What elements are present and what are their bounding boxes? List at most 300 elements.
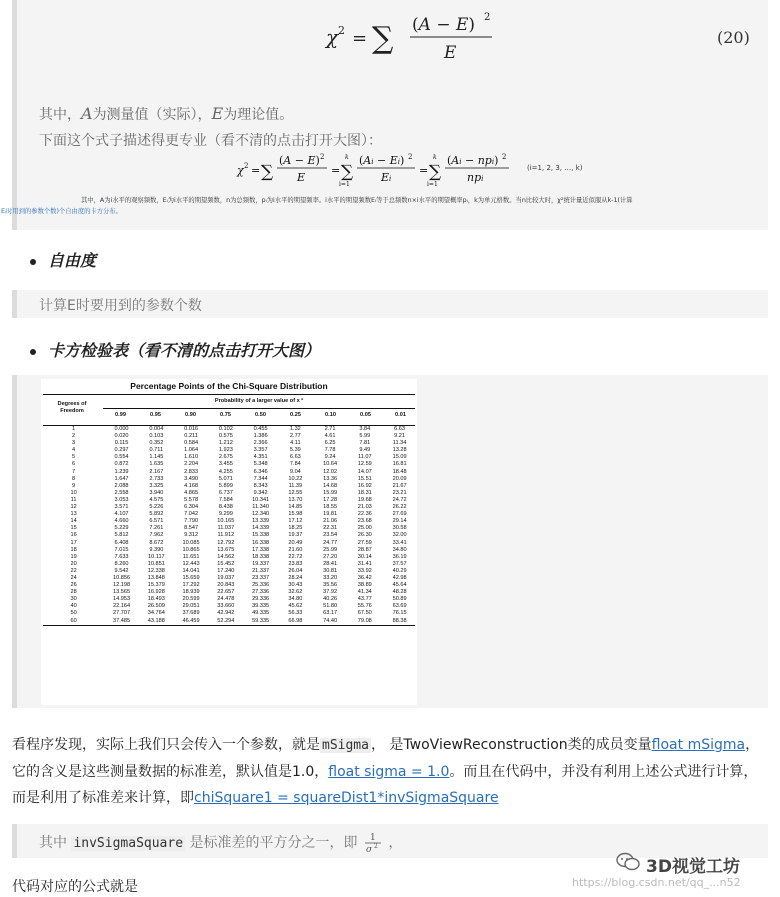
value-cell: 0.004: [149, 426, 164, 432]
value-cell: 11.07: [358, 454, 372, 461]
formula-quote-block: [1, 0, 768, 230]
note-mid: 为测量值（实际），: [92, 107, 212, 123]
value-cell: 12.02: [323, 468, 338, 475]
svg-text:2: 2: [244, 162, 249, 170]
table-row: [43, 554, 417, 561]
value-cell: 12.59: [357, 461, 372, 468]
value-cell: 19.037: [217, 574, 235, 581]
value-cell: 10.64: [323, 461, 338, 468]
value-cell: 45.64: [392, 582, 407, 589]
value-cell: 21.60: [288, 546, 303, 553]
table-row: [43, 589, 417, 596]
value-cell: 14.07: [357, 468, 372, 475]
code-invsigmasquare: invSigmaSquare: [73, 836, 184, 851]
df-cell: 2: [72, 433, 76, 440]
value-cell: 42.98: [392, 574, 407, 581]
value-cell: 9.21: [394, 433, 406, 440]
column-header: 0.05: [360, 412, 371, 418]
value-cell: 1.647: [114, 475, 129, 482]
value-cell: 11.340: [252, 504, 269, 511]
value-cell: 15.659: [182, 574, 200, 581]
value-cell: 20.599: [182, 596, 200, 603]
value-cell: 20.49: [288, 539, 303, 546]
value-cell: 17.292: [182, 582, 200, 589]
svg-text:=: =: [331, 164, 341, 177]
df-cell: 4: [72, 447, 76, 454]
column-header: 0.10: [325, 412, 336, 418]
value-cell: 0.352: [149, 440, 164, 447]
value-cell: 0.103: [149, 433, 164, 440]
table-row: [43, 561, 417, 568]
table-row: [43, 582, 417, 589]
value-cell: 48.28: [392, 589, 407, 596]
value-cell: 19.37: [288, 532, 303, 539]
value-cell: 1.386: [253, 433, 268, 440]
svg-text:∑: ∑: [372, 21, 394, 56]
value-cell: 26.509: [147, 603, 165, 610]
value-cell: 76.15: [392, 610, 407, 617]
table-row: [43, 440, 417, 447]
df-cell: 15: [70, 525, 77, 532]
value-cell: 10.865: [182, 546, 200, 553]
explanation-paragraph: [12, 732, 760, 811]
value-cell: 39.335: [252, 603, 270, 610]
value-cell: 22.657: [217, 589, 235, 596]
value-cell: 3.455: [218, 461, 233, 468]
table-row: [43, 525, 417, 532]
value-cell: 30.14: [357, 553, 372, 560]
value-cell: 14.85: [288, 504, 303, 511]
small-formula-svg: [227, 150, 767, 190]
value-cell: 27.707: [113, 610, 131, 617]
svg-text:Ei: Ei: [381, 171, 392, 184]
value-cell: 4.61: [324, 433, 336, 440]
table-row: [43, 532, 417, 539]
df-cell: 28: [70, 589, 77, 596]
value-cell: 49.335: [252, 610, 270, 617]
df-cell: 60: [70, 617, 77, 624]
table-row: [43, 476, 417, 483]
value-cell: 26.30: [357, 532, 372, 539]
bullet-chi-table: [30, 338, 320, 361]
link-chisquare[interactable]: chiSquare1 = squareDist1*invSigmaSquare: [194, 790, 499, 806]
table-row: [43, 547, 417, 554]
svg-text:(Ai − Ei): (Ai − Ei): [359, 154, 405, 167]
value-cell: 1.635: [149, 461, 164, 468]
value-cell: 6.304: [184, 504, 199, 511]
value-cell: 10.165: [217, 518, 235, 525]
value-cell: 52.294: [217, 617, 235, 624]
value-cell: 0.455: [253, 426, 268, 432]
value-cell: 1.239: [114, 468, 129, 475]
value-cell: 13.28: [392, 447, 407, 454]
chi-table-body: [43, 426, 417, 625]
value-cell: 37.57: [392, 560, 407, 567]
value-cell: 40.26: [323, 596, 338, 603]
watermark-brand: 3D视觉工坊: [646, 857, 740, 877]
column-header: 0.25: [290, 412, 301, 418]
value-cell: 14.68: [323, 482, 338, 489]
df-cell: 12: [70, 504, 77, 511]
value-cell: 38.89: [357, 582, 372, 589]
value-cell: 31.41: [357, 560, 372, 567]
column-header: 0.50: [255, 412, 266, 418]
value-cell: 3.490: [184, 475, 199, 482]
value-cell: 51.80: [323, 603, 338, 610]
svg-text:∑: ∑: [341, 162, 354, 182]
value-cell: 30.58: [392, 525, 407, 532]
small-formula-image[interactable]: [227, 150, 767, 190]
value-cell: 35.56: [323, 582, 338, 589]
value-cell: 27.336: [252, 589, 270, 596]
value-cell: 27.59: [357, 539, 372, 546]
value-cell: 1.610: [184, 454, 199, 461]
value-cell: 56.33: [288, 610, 303, 617]
value-cell: 43.188: [147, 617, 165, 624]
value-cell: 4.255: [218, 468, 233, 475]
svg-text:=: =: [251, 164, 261, 177]
value-cell: 23.54: [323, 532, 338, 539]
svg-text:∑: ∑: [429, 162, 442, 182]
value-cell: 25.336: [252, 582, 270, 589]
table-row: [43, 490, 417, 497]
value-cell: 11.34: [392, 440, 407, 447]
value-cell: 8.260: [114, 560, 129, 567]
value-cell: 12.198: [113, 582, 131, 589]
value-cell: 8.672: [149, 539, 164, 546]
svg-text:k: k: [345, 154, 349, 161]
value-cell: 15.338: [252, 532, 270, 539]
chi-table-image[interactable]: [41, 379, 417, 705]
value-cell: 28.87: [357, 546, 372, 553]
para-text-4: 。而且在代码中，并没有利用上述公式进行计算，而是利用了标准差来计算，即: [12, 764, 758, 806]
header-left-line1: Degrees of: [57, 401, 87, 407]
value-cell: 3.325: [149, 482, 164, 489]
value-cell: 13.339: [252, 518, 270, 525]
value-cell: 29.051: [182, 603, 200, 610]
formula-note: [39, 104, 293, 124]
df-cell: 16: [70, 532, 77, 539]
value-cell: 20.843: [217, 582, 235, 589]
value-cell: 7.81: [359, 440, 371, 447]
svg-text:2: 2: [338, 24, 345, 37]
value-cell: 33.660: [217, 603, 235, 610]
value-cell: 79.08: [357, 617, 372, 624]
value-cell: 6.346: [253, 468, 268, 475]
table-row: [43, 575, 417, 582]
value-cell: 32.62: [288, 589, 303, 596]
value-cell: 24.77: [323, 539, 338, 546]
svg-text:E: E: [297, 171, 306, 184]
value-cell: 88.38: [392, 617, 407, 624]
value-cell: 0.211: [184, 433, 198, 440]
link-float-sigma[interactable]: float sigma = 1.0: [328, 764, 450, 780]
value-cell: 5.99: [359, 433, 371, 440]
value-cell: 12.55: [288, 489, 303, 496]
df-cell: 40: [70, 603, 77, 610]
value-cell: 59.335: [252, 617, 270, 624]
small-formula-note: [1, 195, 771, 217]
value-cell: 17.28: [323, 496, 338, 503]
df-cell: 20: [70, 560, 77, 567]
value-cell: 12.443: [182, 560, 200, 567]
value-cell: 15.379: [147, 582, 165, 589]
svg-text:2: 2: [373, 843, 378, 850]
value-cell: 0.575: [218, 433, 233, 440]
value-cell: 15.99: [323, 489, 338, 496]
df-cell: 26: [70, 582, 77, 589]
value-cell: 2.77: [289, 433, 301, 440]
value-cell: 10.22: [288, 475, 303, 482]
value-cell: 9.24: [324, 454, 336, 461]
df-cell: 6: [72, 461, 76, 468]
svg-text:σ: σ: [365, 845, 373, 854]
value-cell: 0.297: [114, 447, 129, 454]
value-cell: 2.733: [149, 475, 164, 482]
value-cell: 11.39: [288, 482, 303, 489]
value-cell: 27.20: [323, 553, 338, 560]
value-cell: 67.50: [357, 610, 372, 617]
svg-text:(A − E): (A − E): [279, 154, 320, 167]
value-cell: 2.366: [253, 440, 268, 447]
table-row: [43, 603, 417, 610]
value-cell: 34.80: [288, 596, 303, 603]
value-cell: 7.344: [253, 475, 268, 482]
value-cell: 13.675: [217, 546, 235, 553]
value-cell: 18.939: [182, 589, 200, 596]
value-cell: 20.09: [392, 475, 407, 482]
value-cell: 37.485: [113, 617, 131, 624]
value-cell: 4.107: [114, 511, 129, 518]
table-row: [43, 596, 417, 603]
svg-text:i=1: i=1: [427, 181, 438, 188]
chi-square-formula-svg: [322, 6, 502, 66]
value-cell: 2.71: [324, 426, 336, 432]
table-row: [43, 433, 417, 440]
svg-text:npi: npi: [467, 171, 484, 184]
df-cell: 24: [70, 574, 77, 581]
value-cell: 23.68: [357, 518, 372, 525]
value-cell: 3.84: [359, 426, 371, 432]
df-cell: 18: [70, 546, 77, 553]
value-cell: 5.578: [184, 496, 199, 503]
column-header: 0.90: [185, 412, 196, 418]
value-cell: 26.04: [288, 567, 303, 574]
value-cell: 6.737: [218, 489, 233, 496]
value-cell: 13.36: [323, 475, 338, 482]
note-prefix: 其中，: [39, 107, 81, 123]
value-cell: 4.575: [149, 496, 164, 503]
value-cell: 15.09: [392, 454, 407, 461]
final-line: 代码对应的公式就是: [12, 879, 138, 895]
value-cell: 37.92: [323, 589, 338, 596]
value-cell: 11.037: [217, 525, 235, 532]
table-row: [43, 504, 417, 511]
value-cell: 13.565: [113, 589, 131, 596]
bullet1-title: 自由度: [48, 251, 97, 270]
chi-square-formula: [322, 6, 502, 66]
value-cell: 22.36: [357, 511, 372, 518]
table-row: [43, 497, 417, 504]
value-cell: 6.25: [324, 440, 336, 447]
one-over-sigma-squared: [362, 832, 384, 854]
value-cell: 15.98: [288, 511, 303, 518]
value-cell: 24.478: [217, 596, 235, 603]
value-cell: 18.48: [392, 468, 407, 475]
table-row: [43, 568, 417, 575]
value-cell: 9.390: [149, 546, 164, 553]
value-cell: 6.571: [149, 518, 164, 525]
quote2-prefix: 其中: [39, 835, 67, 851]
value-cell: 0.020: [114, 433, 129, 440]
value-cell: 10.856: [113, 574, 131, 581]
column-header: 0.95: [150, 412, 161, 418]
value-cell: 0.115: [114, 440, 129, 447]
table-row: [43, 454, 417, 461]
value-cell: 32.00: [392, 532, 407, 539]
value-cell: 22.72: [288, 553, 303, 560]
value-cell: 25.99: [323, 546, 338, 553]
value-cell: 0.000: [114, 426, 129, 432]
df-cell: 14: [70, 518, 77, 525]
var-e: E: [211, 104, 224, 123]
svg-text:=: =: [352, 28, 368, 49]
value-cell: 9.312: [184, 532, 199, 539]
value-cell: 2.833: [184, 468, 199, 475]
value-cell: 5.892: [149, 511, 164, 518]
value-cell: 16.81: [392, 461, 407, 468]
df-cell: 8: [72, 475, 76, 482]
value-cell: 50.89: [392, 596, 407, 603]
value-cell: 6.63: [289, 454, 301, 461]
column-header: 0.75: [220, 412, 231, 418]
value-cell: 43.77: [357, 596, 372, 603]
value-cell: 3.571: [114, 504, 129, 511]
value-cell: 2.088: [114, 482, 129, 489]
value-cell: 27.69: [392, 511, 407, 518]
value-cell: 16.338: [252, 539, 270, 546]
df-cell: 9: [72, 482, 76, 489]
header-left: [47, 401, 97, 415]
value-cell: 0.872: [114, 461, 129, 468]
value-cell: 36.19: [392, 553, 407, 560]
value-cell: 23.83: [288, 560, 303, 567]
value-cell: 1.212: [218, 440, 233, 447]
table-row: [43, 518, 417, 525]
value-cell: 9.299: [218, 511, 233, 518]
value-cell: 0.711: [149, 447, 164, 454]
value-cell: 6.408: [114, 539, 129, 546]
value-cell: 3.053: [114, 496, 129, 503]
value-cell: 6.63: [394, 426, 406, 432]
value-cell: 7.261: [149, 525, 164, 532]
value-cell: 17.12: [288, 518, 303, 525]
table-row: [43, 618, 417, 625]
value-cell: 42.942: [217, 610, 235, 617]
value-cell: 1.923: [218, 447, 233, 454]
df-cell: 22: [70, 567, 77, 574]
value-cell: 2.675: [218, 454, 233, 461]
value-cell: 34.80: [392, 546, 407, 553]
value-cell: 0.016: [184, 426, 199, 432]
value-cell: 26.22: [392, 504, 407, 511]
value-cell: 63.17: [323, 610, 338, 617]
value-cell: 5.39: [289, 447, 301, 454]
value-cell: 4.11: [290, 440, 301, 447]
value-cell: 4.865: [184, 489, 199, 496]
table-row: [43, 511, 417, 518]
para-text-3: ，它的含义是这些测量数据的标准差，默认值是1.0，: [12, 737, 760, 780]
value-cell: 41.34: [357, 589, 372, 596]
df-cell: 3: [72, 440, 76, 447]
value-cell: 14.562: [217, 553, 235, 560]
df-cell: 1: [72, 426, 76, 432]
value-cell: 45.62: [288, 603, 303, 610]
value-cell: 14.953: [113, 596, 131, 603]
small-formula-range: (i=1, 2, 3, …, k): [527, 164, 583, 172]
value-cell: 21.03: [357, 504, 372, 511]
value-cell: 63.69: [392, 603, 407, 610]
svg-text:(Ai − npi): (Ai − npi): [447, 154, 499, 167]
svg-text:2: 2: [320, 153, 325, 161]
value-cell: 30.81: [323, 567, 338, 574]
table-row: [43, 426, 417, 433]
table-row: [43, 610, 417, 617]
value-cell: 0.584: [184, 440, 199, 447]
value-cell: 5.812: [114, 532, 129, 539]
value-cell: 25.00: [357, 525, 372, 532]
df-cell: 30: [70, 596, 77, 603]
wechat-icon: [616, 852, 640, 872]
quote1-text: 计算E时要用到的参数个数: [39, 298, 202, 314]
value-cell: 29.14: [392, 518, 407, 525]
value-cell: 33.92: [357, 567, 372, 574]
value-cell: 19.68: [357, 496, 372, 503]
df-cell: 17: [70, 539, 77, 546]
chi-table-title: Percentage Points of the Chi-Square Distribution: [130, 381, 328, 391]
value-cell: 3.940: [149, 489, 164, 496]
value-cell: 21.337: [252, 567, 270, 574]
value-cell: 4.351: [253, 454, 268, 461]
svg-text:1: 1: [369, 833, 376, 843]
value-cell: 2.204: [184, 461, 199, 468]
chi-table-quote: [12, 375, 768, 708]
value-cell: 13.70: [288, 496, 303, 503]
value-cell: 15.51: [357, 475, 372, 482]
value-cell: 17.338: [252, 546, 270, 553]
bullet2-title: 卡方检验表（看不清的点击打开大图）: [48, 341, 321, 360]
para-text-2: ， 是TwoViewReconstruction类的成员变量: [370, 737, 652, 753]
value-cell: 23.337: [252, 574, 270, 581]
value-cell: 19.81: [323, 511, 338, 518]
value-cell: 7.78: [324, 447, 336, 454]
value-cell: 9.49: [359, 447, 371, 454]
value-cell: 11.651: [182, 553, 200, 560]
value-cell: 10.341: [252, 496, 270, 503]
value-cell: 2.167: [149, 468, 164, 475]
value-cell: 7.042: [184, 511, 199, 518]
svg-text:2: 2: [502, 153, 507, 161]
link-float-msigma[interactable]: float mSigma: [651, 737, 746, 753]
header-top: Probability of a larger value of x ²: [214, 398, 304, 404]
small-note-line2: Eᵢ时用到的参数个数)个自由度的卡方分布。: [1, 208, 122, 215]
value-cell: 46.459: [182, 617, 200, 624]
value-cell: 7.015: [114, 546, 129, 553]
value-cell: 23.21: [392, 489, 407, 496]
value-cell: 33.20: [323, 574, 338, 581]
value-cell: 4.660: [114, 518, 129, 525]
value-cell: 18.338: [252, 553, 270, 560]
